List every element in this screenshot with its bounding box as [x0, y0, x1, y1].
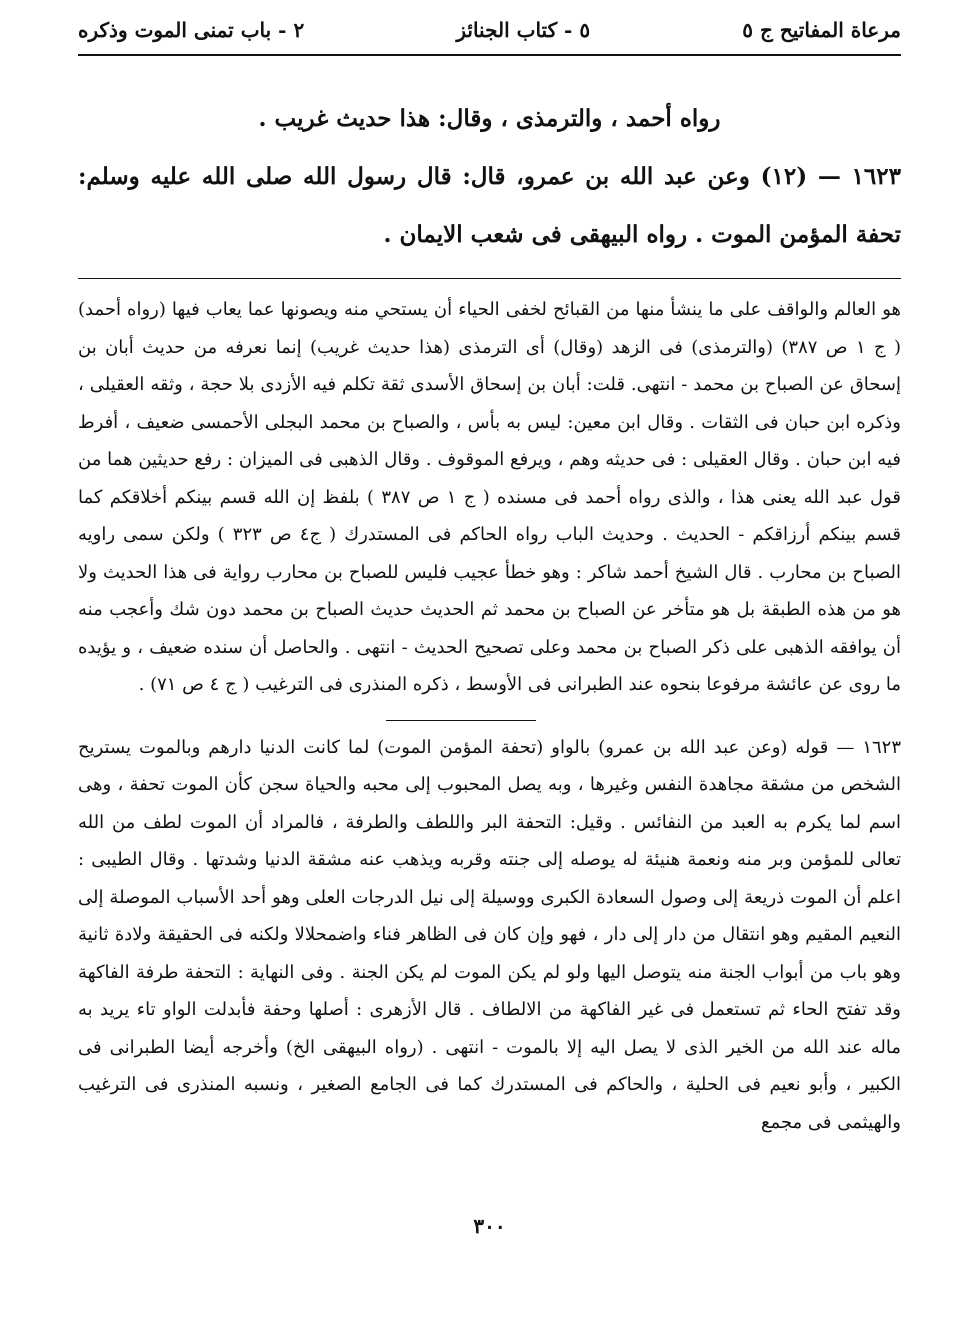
- commentary: [78, 291, 901, 1141]
- header-rule: [78, 54, 901, 56]
- header-section: ٥ - كتاب الجنائز: [456, 18, 591, 42]
- commentary-paragraph-2: ١٦٢٣ — قوله (وعن عبد الله بن عمرو) بالواو (تحفة المؤمن الموت) لما كانت الدنيا دارهم وبالموت يستريح الشخص من مشقة مجاهدة النفس وغيرها ، وبه يصل المحبوب إلى محبه والحياة سجن كأن الموت تحفة ، وهى اسم لما يكرم به العبد من النفائس . وقيل: التحفة البر واللطف والطرفة ، فالمراد أن الموت لطف من الله تعالى للمؤمن وبر منه ونعمة هنيئة له يوصله إلى جنته وقربه ويذهب عنه مشقة الدنيا وشدتها . وقال الطيبى : اعلم أن الموت ذريعة إلى وصول السعادة الكبرى ووسيلة إلى نيل الدرجات العلى وهو أحد الأسباب الموصلة إلى النعيم المقيم وهو انتقال من دار إلى دار ، فهو وإن كان فى الظاهر فناء واضمحلالا ولكنه فى الحقيقة ولادة ثانية وهو باب من أبواب الجنة منه يتوصل اليها ولو لم يكن الموت لم يكن الجنة . وفى النهاية : التحفة طرفة الفاكهة وقد تفتح الحاء ثم تستعمل فى غير الفاكهة من الالطاف . قال الأزهرى : أصلها وحفة فأبدلت الواو تاء يريد به ماله عند الله من الخير الذى لا يصل اليه إلا بالموت - انتهى . (رواه البيهقى الخ) وأخرجه أيضا الطبرانى فى الكبير ، وأبو نعيم فى الحلية ، والحاكم فى المستدرك كما فى الجامع الصغير ، ونسبه المنذرى فى الترغيب والهيثمى فى مجمع: [78, 736, 901, 1133]
- running-header: [78, 18, 901, 54]
- page-number: ٣٠٠: [473, 1214, 506, 1238]
- hadith-line-1: رواه أحمد ، والترمذى ، وقال: هذا حديث غريب .: [258, 105, 721, 132]
- hadith-line-2: ١٦٢٣ — (١٢) وعن عبد الله بن عمرو، قال: قال رسول الله صلى الله عليه وسلم: تحفة المؤمن الموت . رواه البيهقى فى شعب الايمان .: [78, 163, 901, 248]
- commentary-paragraph-1: هو العالم والواقف على ما ينشأ منها من القبائح لخفى الحياء أن يستحي منه ويصونها عما يعاب فيها (رواه أحمد) ( ج ١ ص ٣٨٧) (والترمذى) فى الزهد (وقال) أى الترمذى (هذا حديث غريب) إنما نعرفه من حديث أبان بن إسحاق عن الصباح بن محمد - انتهى. قلت: أبان بن إسحاق الأسدى ثقة تكلم فيه الأزدى بلا حجة ، وثقه العقيلى ، وذكره ابن حبان فى الثقات . وقال ابن معين: ليس به بأس ، والصباح بن محمد البجلى الأحمسى ضعيف ، أفرط فيه ابن حبان . وقال العقيلى : فى حديثه وهم ، ويرفع الموقوف . وقال الذهبى فى الميزان : رفع حديثين هما من قول عبد الله يعنى هذا ، والذى رواه أحمد فى مسنده ( ج ١ ص ٣٨٧ ) بلفظ إن الله قسم بينكم أخلاقكم كما قسم بينكم أرزاقكم - الحديث . وحديث الباب رواه الحاكم فى المستدرك ( ج٤ ص ٣٢٣ ) ولكن سمى راويه الصباح بن محارب . قال الشيخ أحمد شاكر : وهو خطأ عجيب فليس للصباح بن محارب رواية فى هذا الحديث ولا هو من هذه الطبقة بل هو متأخر عن الصباح بن محمد ثم الحديث حديث الصباح بن محمد دون شك وأعجب منه أن يوافقه الذهبى على ذكر الصباح بن محمد وعلى تصحيح الحديث - انتهى . والحاصل أن سنده ضعيف ، و يؤيده ما روى عن عائشة مرفوعا بنحوه عند الطبرانى فى الأوسط ، ذكره المنذرى فى الترغيب ( ج ٤ ص ٧١) .: [78, 299, 901, 695]
- header-chapter: ٢ - باب تمنى الموت وذكره: [78, 18, 305, 42]
- hadith-text: [78, 90, 901, 264]
- paragraph-divider: [386, 720, 536, 721]
- header-book-title: مرعاة المفاتيح ج ٥: [742, 18, 901, 42]
- section-divider: [78, 278, 901, 279]
